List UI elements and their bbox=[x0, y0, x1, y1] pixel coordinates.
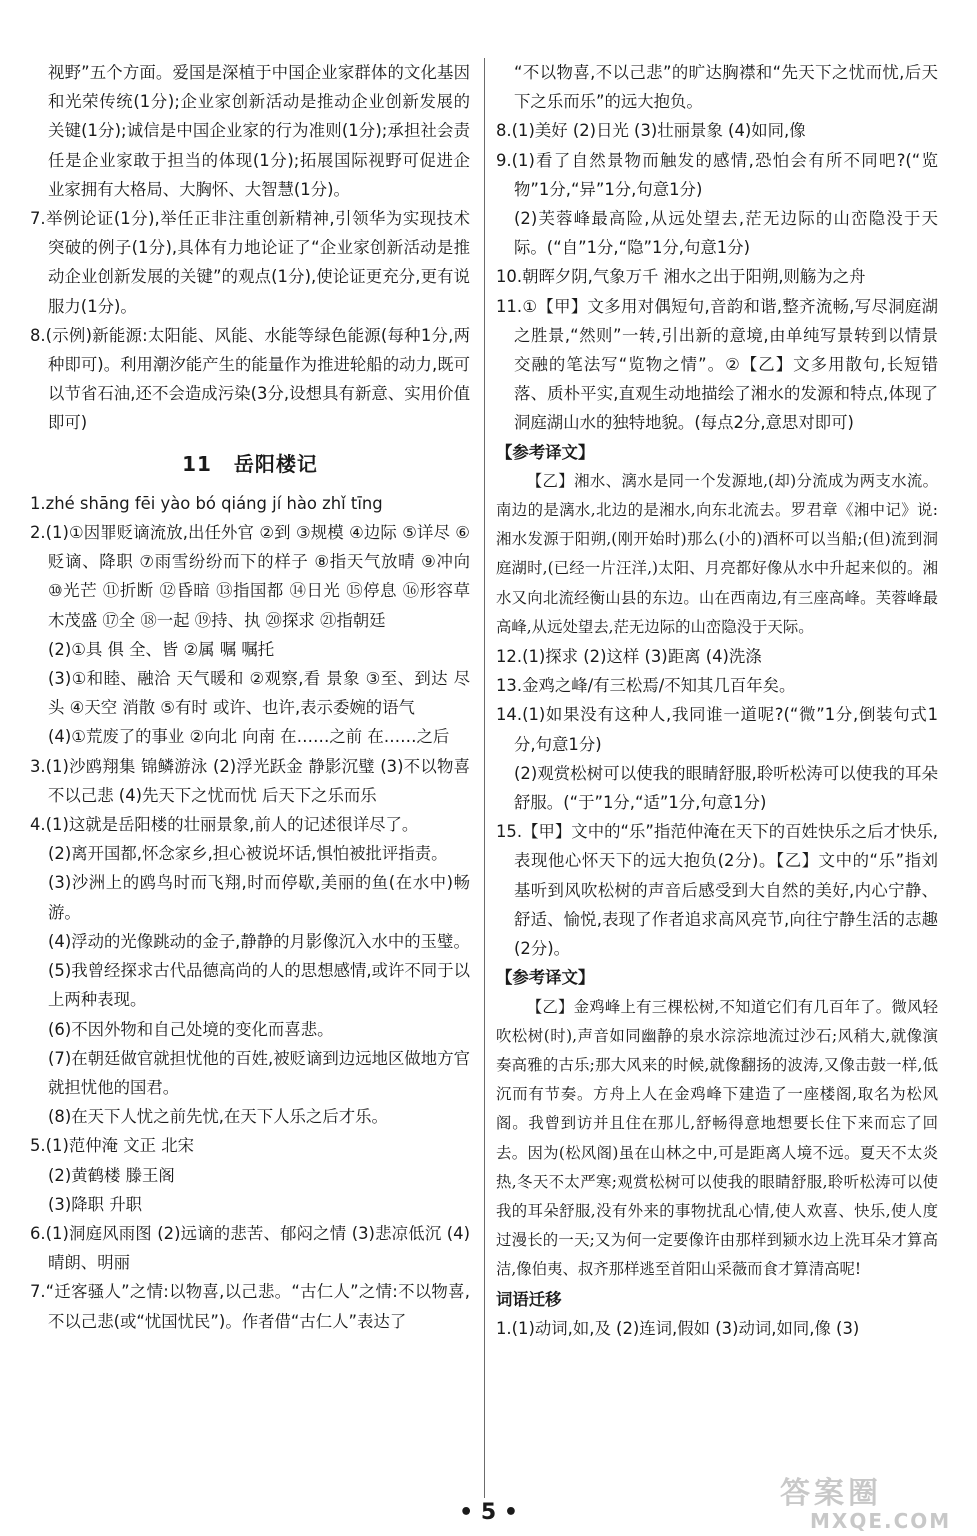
answer-item: (7)在朝廷做官就担忧他的百姓,被贬谪到边远地区做地方官就担忧他的国君。 bbox=[48, 1048, 470, 1097]
reference-translation-heading: 【参考译文】 bbox=[496, 442, 595, 462]
left-answers-before bbox=[30, 58, 470, 438]
answer-item: (4)浮动的光像跳动的金子,静静的月影像沉入水中的玉璧。 bbox=[48, 931, 470, 951]
word-transfer-heading: 词语迁移 bbox=[496, 1289, 562, 1309]
right-answers bbox=[496, 58, 938, 438]
answer-item: (2)观赏松树可以使我的眼睛舒服,聆听松涛可以使我的耳朵舒服。(“于”1分,“适”1分,句意1分) bbox=[514, 763, 938, 813]
page-number: • 5 • bbox=[459, 1500, 518, 1525]
answer-item: 14.(1)如果没有这种人,我同谁一道呢?(“微”1分,倒装句式1分,句意1分) bbox=[496, 705, 938, 754]
reference-translation-text: 【乙】湘水、漓水是同一个发源地,(却)分流成为两支水流。南边的是漓水,北边的是湘水,向东北流去。罗君章《湘中记》说:湘水发源于阳朔,(刚开始时)那么(小的)酒杯可以当船;(但)流到洞庭湖时,(已经一片汪洋,)太阳、月亮都好像从水中升起来似的。湘水又向北流经衡山县的东边。山在西南边,有三座高峰。芙蓉峰最高峰,从远处望去,茫无边际的山峦隐没于天际。 bbox=[496, 471, 938, 636]
watermark-url: MXQE.COM bbox=[810, 1509, 952, 1533]
answer-item: 11.①【甲】文多用对偶短句,音韵和谐,整齐流畅,写尽洞庭湖之胜景,“然则”一转,引出新的意境,由单纯写景转到以情景交融的笔法写“览物之情”。②【乙】文多用散句,长短错落、质朴平实,直观生动地描绘了湘水的发源和特点,体现了洞庭湖山水的独特地貌。(每点2分,意思对即可) bbox=[496, 296, 938, 433]
answer-item: (5)我曾经探求古代品德高尚的人的思想感情,或许不同于以上两种表现。 bbox=[48, 961, 470, 1010]
answer-item: (2)①具 俱 全、皆 ②属 嘱 嘱托 bbox=[48, 639, 275, 659]
answer-item: 7.“迁客骚人”之情:以物喜,以己悲。“古仁人”之情:不以物喜,不以己悲(或“忧国忧民”)。作者借“古仁人”表达了 bbox=[30, 1282, 470, 1331]
answer-item: 15.【甲】文中的“乐”指范仲淹在天下的百姓快乐之后才快乐,表现他心怀天下的远大抱负(2分)。【乙】文中的“乐”指刘基听到风吹松树的声音后感受到大自然的美好,内心宁静、舒适、愉悦,表现了作者追求高风亮节,向往宁静生活的志趣(2分)。 bbox=[496, 822, 938, 959]
answer-item: 12.(1)探求 (2)这样 (3)距离 (4)洗涤 bbox=[496, 647, 762, 667]
right-answers-2 bbox=[496, 642, 938, 963]
answer-item: (4)①荒废了的事业 ②向北 向南 在……之前 在……之后 bbox=[48, 727, 450, 747]
section-number: 11 bbox=[182, 451, 212, 476]
answer-item: 7.举例论证(1分),举任正非注重创新精神,引领华为实现技术突破的例子(1分),具体有力地论证了“企业家创新活动是推动企业创新发展的关键”的观点(1分),使论证更充分,更有说服力(1分)。 bbox=[30, 209, 470, 316]
watermark-logo bbox=[780, 1478, 970, 1534]
left-answers-after bbox=[30, 489, 470, 1336]
answer-item: 13.金鸡之峰/有三松焉/不知其几百年矣。 bbox=[496, 676, 796, 696]
reference-translation-heading-2: 【参考译文】 bbox=[496, 968, 595, 988]
answer-item: 1.(1)动词,如,及 (2)连词,假如 (3)动词,如同,像 (3) bbox=[496, 1318, 860, 1338]
answer-item: 8.(1)美好 (2)日光 (3)壮丽景象 (4)如同,像 bbox=[496, 121, 806, 141]
answer-item: (3)①和睦、融洽 天气暖和 ②观察,看 景象 ③至、到达 尽头 ④天空 消散 ⑤有时 或许、也许,表示委婉的语气 bbox=[48, 669, 470, 718]
column-divider bbox=[484, 58, 485, 1498]
answer-item: (6)不因外物和自己处境的变化而喜悲。 bbox=[48, 1019, 334, 1039]
answer-item: (8)在天下人忧之前先忧,在天下人乐之后才乐。 bbox=[48, 1107, 388, 1127]
watermark-text: 答案圈 bbox=[780, 1476, 882, 1511]
answer-item: (3)降职 升职 bbox=[48, 1194, 143, 1214]
right-column bbox=[496, 58, 938, 1343]
answer-item: (2)离开国都,怀念家乡,担心被说坏话,惧怕被批评指责。 bbox=[48, 844, 448, 864]
answer-item: 3.(1)沙鸥翔集 锦鳞游泳 (2)浮光跃金 静影沉璧 (3)不以物喜 不以己悲 (4)先天下之忧而忧 后天下之乐而乐 bbox=[30, 756, 470, 805]
answer-item: 5.(1)范仲淹 文正 北宋 bbox=[30, 1136, 195, 1156]
answer-item: 视野”五个方面。爱国是深植于中国企业家群体的文化基因和光荣传统(1分);企业家创新活动是推动企业创新发展的关键(1分);诚信是中国企业家的行为准则(1分);承担社会责任是企业家敢于担当的体现(1分);拓展国际视野可促进企业家拥有大格局、大胸怀、大智慧(1分)。 bbox=[48, 63, 470, 199]
answer-item: (3)沙洲上的鸥鸟时而飞翔,时而停歇,美丽的鱼(在水中)畅游。 bbox=[48, 873, 470, 922]
answer-item: 10.朝晖夕阴,气象万千 湘水之出于阳朔,则觞为之舟 bbox=[496, 267, 866, 287]
answer-item: 2.(1)①因罪贬谪流放,出任外官 ②到 ③规模 ④边际 ⑤详尽 ⑥贬谪、降职 ⑦雨雪纷纷而下的样子 ⑧指天气放晴 ⑨冲向 ⑩光芒 ⑪折断 ⑫昏暗 ⑬指国都 ⑭日光 ⑮停息 ⑯形容草木茂盛 ⑰全 ⑱一起 ⑲持、执 ⑳探求 ㉑指朝廷 bbox=[30, 523, 470, 630]
answer-item: 4.(1)这就是岳阳楼的壮丽景象,前人的记述很详尽了。 bbox=[30, 815, 419, 835]
answer-item: (2)黄鹤楼 滕王阁 bbox=[48, 1165, 175, 1185]
answer-item: 9.(1)看了自然景物而触发的感情,恐怕会有所不同吧?(“览物”1分,“异”1分,句意1分) bbox=[496, 150, 938, 199]
left-column bbox=[30, 58, 470, 1336]
answer-item: 1.zhé shāng fēi yào bó qiáng jí hào zhǐ tīng bbox=[30, 493, 383, 513]
answer-item: (2)芙蓉峰最高险,从远处望去,茫无边际的山峦隐没于天际。(“自”1分,“隐”1分,句意1分) bbox=[514, 209, 938, 258]
answer-item: 6.(1)洞庭风雨图 (2)远谪的悲苦、郁闷之情 (3)悲凉低沉 (4)晴朗、明丽 bbox=[30, 1223, 470, 1273]
answer-item: “不以物喜,不以己悲”的旷达胸襟和“先天下之忧而忧,后天下之乐而乐”的远大抱负。 bbox=[514, 63, 938, 112]
reference-translation-text-2: 【乙】金鸡峰上有三棵松树,不知道它们有几百年了。微风轻吹松树(时),声音如同幽静的泉水淙淙地流过沙石;风稍大,就像演奏高雅的古乐;那大风来的时候,就像翻扬的波涛,又像击鼓一样,低沉而有节奏。方舟上人在金鸡峰下建造了一座楼阁,取名为松风阁。我曾到访并且住在那儿,舒畅得意地想要长住下来而忘了回去。因为(松风阁)虽在山林之中,可是距离人境不远。夏天不太炎热,冬天不太严寒;观赏松树可以使我的眼睛舒服,聆听松涛可以使我的耳朵舒服,没有外来的事物扰乱心情,使人欢喜、快乐,使人度过漫长的一天;又为何一定要像许由那样到颍水边上洗耳朵才算高洁,像伯夷、叔齐那样逃至首阳山采薇而食才算清高呢! bbox=[496, 997, 938, 1279]
section-title-text: 岳阳楼记 bbox=[233, 451, 318, 476]
answer-item: 8.(示例)新能源:太阳能、风能、水能等绿色能源(每种1分,两种即可)。利用潮汐能产生的能量作为推进轮船的动力,既可以节省石油,还不会造成污染(3分,设想具有新意、实用价值即可) bbox=[30, 325, 470, 433]
section-title bbox=[30, 450, 470, 479]
